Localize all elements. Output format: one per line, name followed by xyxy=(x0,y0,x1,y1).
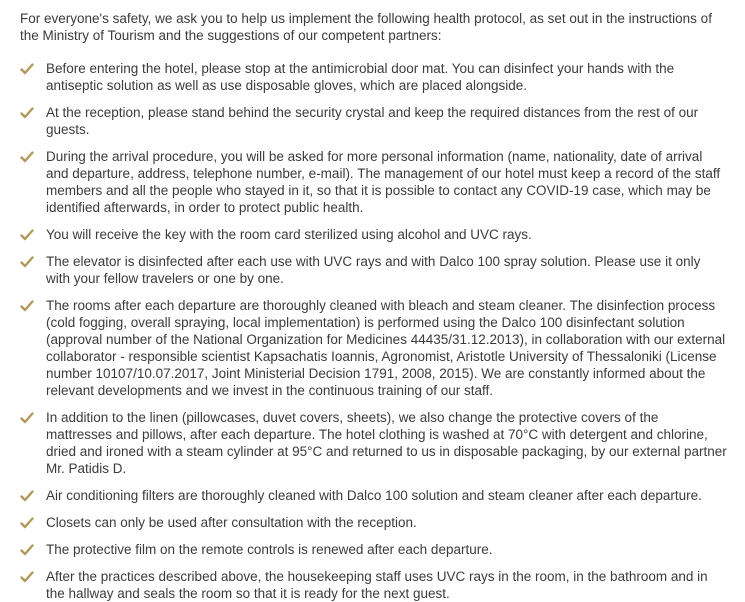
protocol-item-text: Before entering the hotel, please stop at the antimicrobial door mat. You can disinfect your hands with the antiseptic solution as well as use disposable gloves, which are placed alongside. xyxy=(46,61,675,93)
protocol-item-text: The rooms after each departure are thoroughly cleaned with bleach and steam cleaner. The disinfection process (cold fogging, overall spraying, local implementation) is performed using the Dalco 100 disinfectant solution (approval number of the National Organization for Medicines 44435/31.12.2013), in collaboration with our external collaborator - responsible scientist Kapsachatis Ioannis, Agronomist, Aristotle University of Thessaloniki (License number 10107/10.07.2017, Joint Ministerial Decision 1791, 2008, 2015). We are constantly informed about the relevant developments and we invest in the continuous training of our staff. xyxy=(46,298,726,398)
check-icon xyxy=(20,229,34,241)
protocol-item xyxy=(20,104,727,138)
check-icon xyxy=(20,412,34,424)
check-icon xyxy=(20,490,34,502)
intro-paragraph: For everyone's safety, we ask you to help us implement the following health protocol, as set out in the instructions of the Ministry of Tourism and the suggestions of our competent partners: xyxy=(20,11,712,43)
check-icon xyxy=(20,517,34,529)
protocol-item xyxy=(20,541,727,558)
protocol-item-text: At the reception, please stand behind the security crystal and keep the required distances from the rest of our guests. xyxy=(46,105,699,137)
protocol-item-text: You will receive the key with the room card sterilized using alcohol and UVC rays. xyxy=(46,227,532,242)
protocol-item xyxy=(20,297,727,399)
protocol-item-text: After the practices described above, the housekeeping staff uses UVC rays in the room, in the bathroom and in the hallway and seals the room so that it is ready for the next guest. xyxy=(46,569,708,601)
check-icon xyxy=(20,300,34,312)
protocol-item xyxy=(20,60,727,94)
protocol-item xyxy=(20,148,727,216)
protocol-item-text: During the arrival procedure, you will be asked for more personal information (name, nationality, date of arrival and departure, address, telephone number, e-mail). The management of our hotel must keep a record of the staff members and all the people who stayed in it, so that it is possible to contact any COVID-19 case, which may be identified afterwards, in order to protect public health. xyxy=(46,149,721,215)
check-icon xyxy=(20,256,34,268)
protocol-item xyxy=(20,226,727,243)
check-icon xyxy=(20,151,34,163)
protocol-item xyxy=(20,568,727,602)
protocol-item-text: Closets can only be used after consultation with the reception. xyxy=(46,515,417,530)
protocol-item xyxy=(20,487,727,504)
check-icon xyxy=(20,544,34,556)
protocol-item-text: The protective film on the remote controls is renewed after each departure. xyxy=(46,542,493,557)
protocol-item-text: In addition to the linen (pillowcases, duvet covers, sheets), we also change the protective covers of the mattresses and pillows, after each departure. The hotel clothing is washed at 70°C with detergent and chlorine, dried and ironed with a steam cylinder at 95°C and returned to us in disposable packaging, by our external partner Mr. Patidis D. xyxy=(46,410,727,476)
check-icon xyxy=(20,63,34,75)
check-icon xyxy=(20,571,34,583)
protocol-list xyxy=(20,60,727,602)
protocol-item-text: The elevator is disinfected after each use with UVC rays and with Dalco 100 spray solution. Please use it only with your fellow travelers or one by one. xyxy=(46,254,701,286)
check-icon xyxy=(20,107,34,119)
protocol-item xyxy=(20,409,727,477)
protocol-item-text: Air conditioning filters are thoroughly cleaned with Dalco 100 solution and steam cleaner after each departure. xyxy=(46,488,702,503)
protocol-item xyxy=(20,253,727,287)
protocol-item xyxy=(20,514,727,531)
health-protocol-page xyxy=(20,10,727,602)
